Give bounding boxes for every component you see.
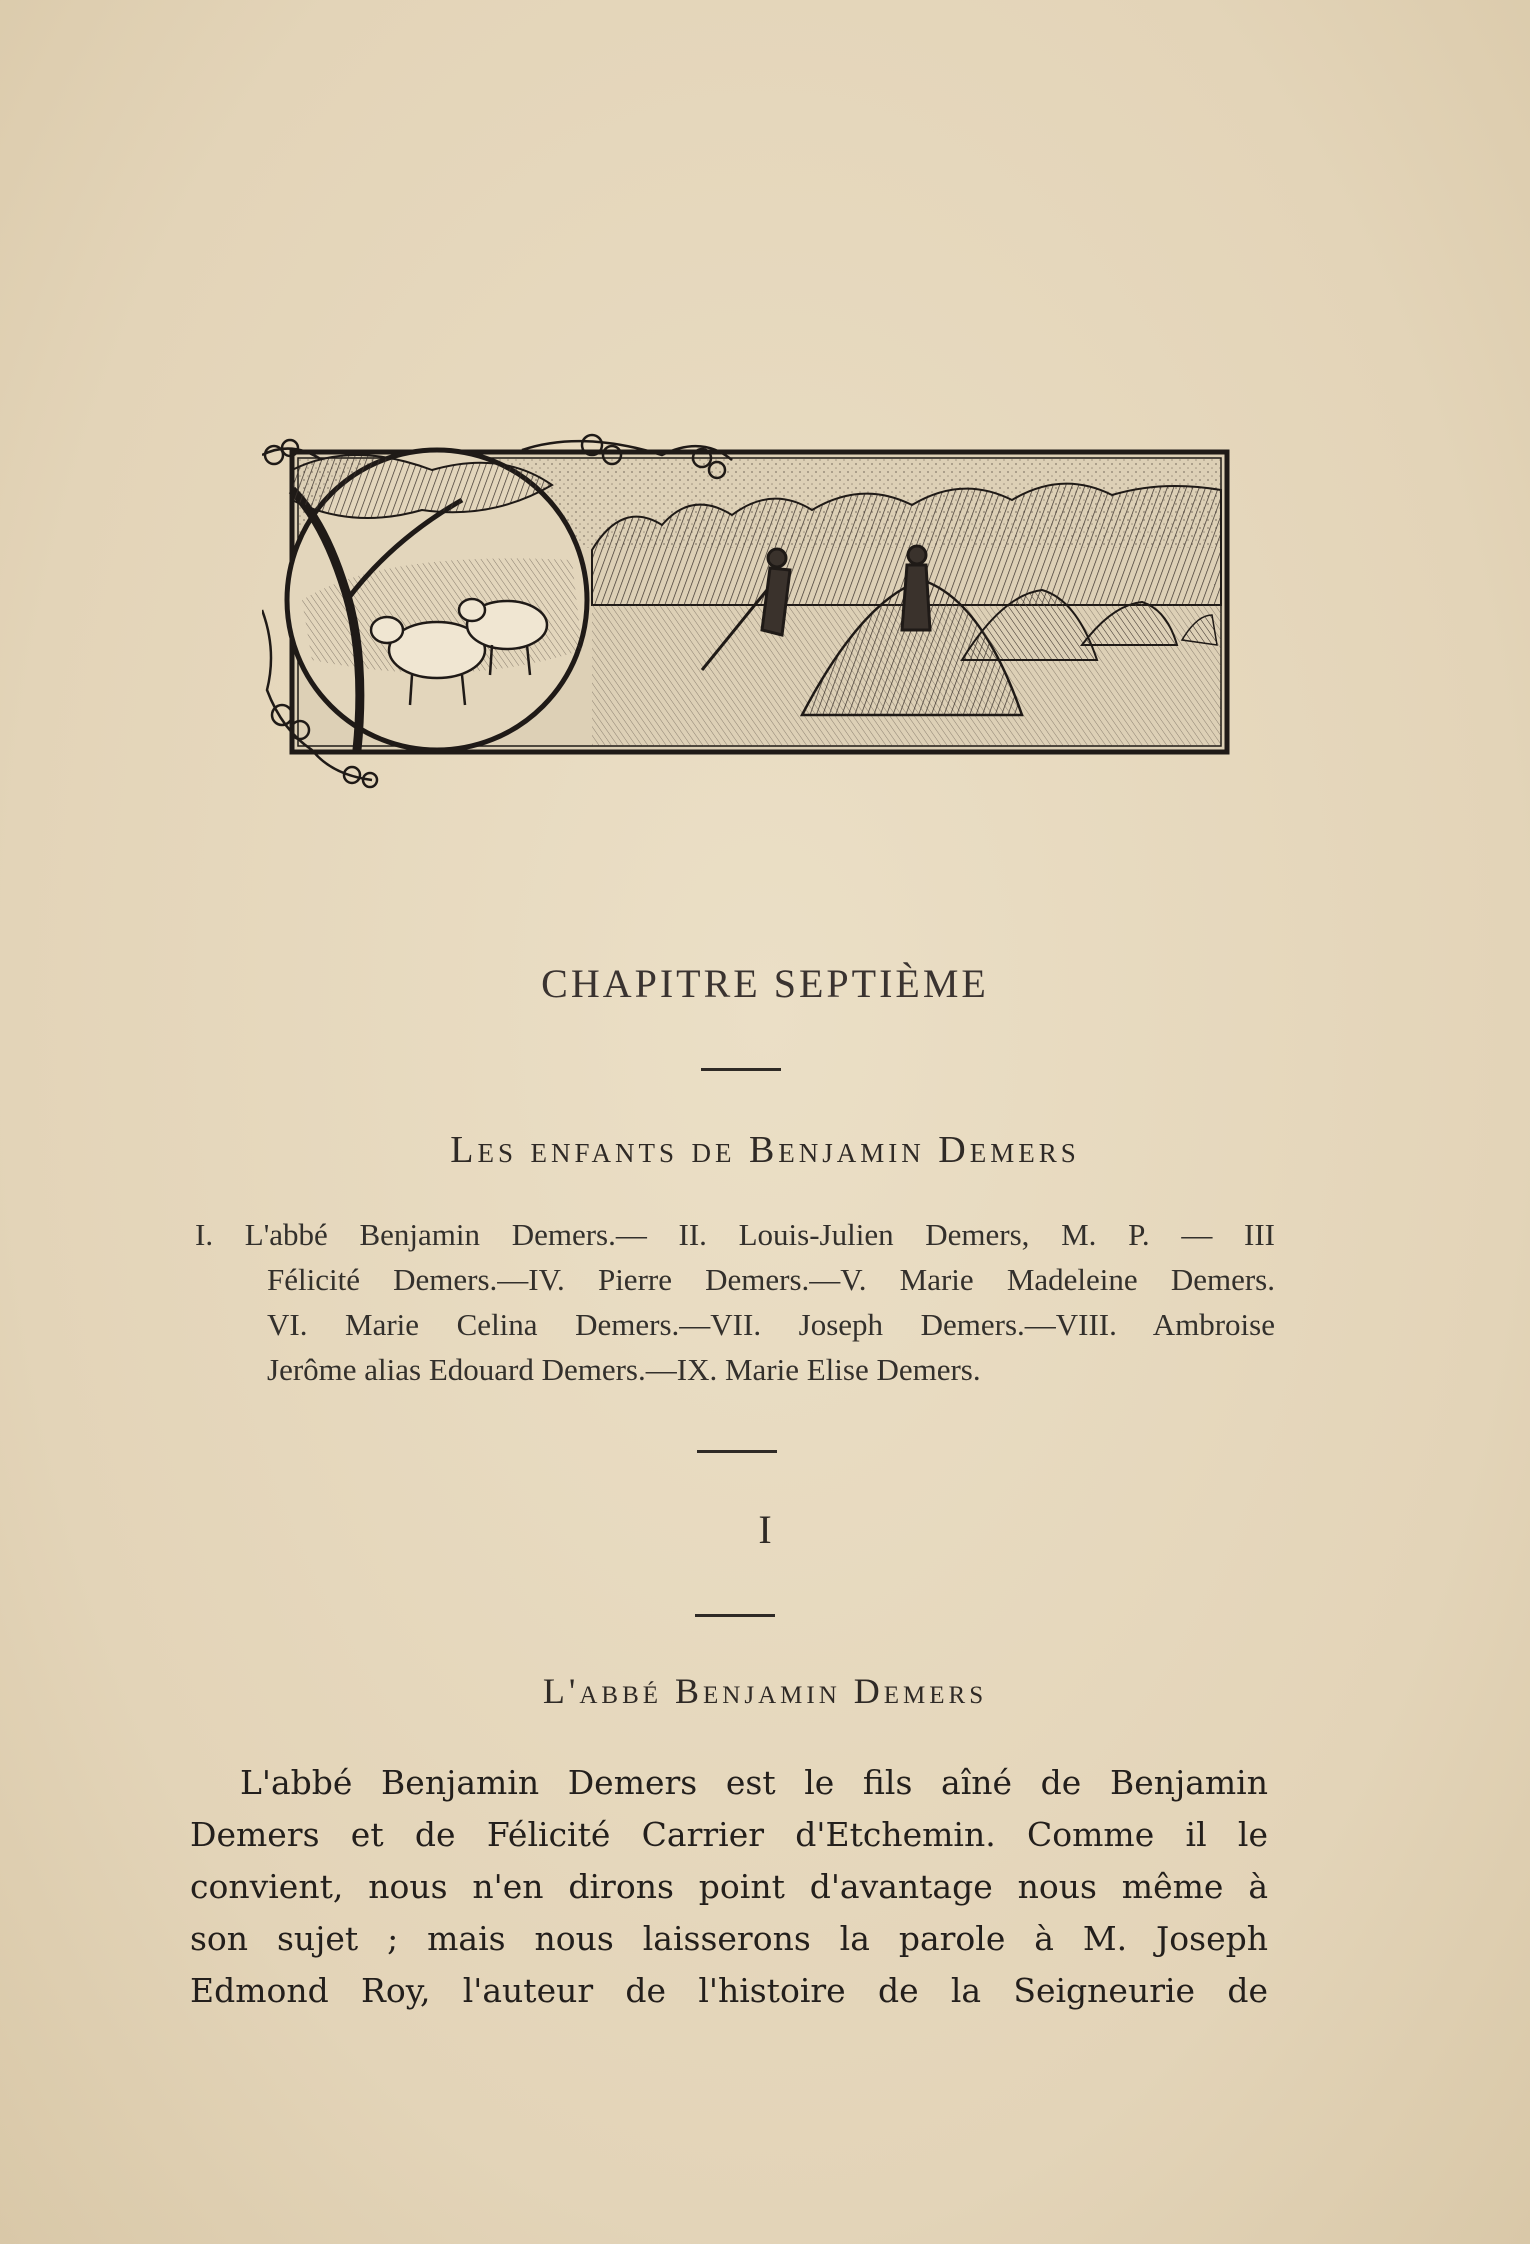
summary-line: VI. Marie Celina Demers.—VII. Joseph Demers.—VIII. Ambroise bbox=[267, 1307, 1275, 1342]
body-line: Edmond Roy, l'auteur de l'histoire de la Seigneurie de bbox=[190, 1971, 1268, 2010]
section-heading: L'abbé Benjamin Demers bbox=[542, 1671, 988, 1711]
section-body bbox=[190, 1757, 1268, 2017]
section-numeral: I bbox=[758, 1507, 772, 1552]
title-divider bbox=[701, 1068, 781, 1071]
chapter-summary bbox=[195, 1212, 1275, 1392]
section-divider bbox=[695, 1614, 775, 1617]
body-line: Demers et de Félicité Carrier d'Etchemin. Comme il le bbox=[190, 1815, 1268, 1854]
chapter-title: CHAPITRE SEPTIÈME bbox=[541, 961, 989, 1006]
body-line: L'abbé Benjamin Demers est le fils aîné de Benjamin bbox=[240, 1763, 1268, 1802]
chapter-subtitle: Les enfants de Benjamin Demers bbox=[450, 1129, 1080, 1171]
harvest-engraving bbox=[262, 430, 1237, 790]
body-line: son sujet ; mais nous laisserons la parole à M. Joseph bbox=[190, 1919, 1268, 1958]
summary-line: Félicité Demers.—IV. Pierre Demers.—V. Marie Madeleine Demers. bbox=[267, 1262, 1275, 1297]
summary-line: Jerôme alias Edouard Demers.—IX. Marie Elise Demers. bbox=[267, 1352, 981, 1387]
summary-line: I. L'abbé Benjamin Demers.— II. Louis-Julien Demers, M. P. — III bbox=[195, 1217, 1275, 1252]
summary-divider bbox=[697, 1450, 777, 1453]
body-line: convient, nous n'en dirons point d'avantage nous même à bbox=[190, 1867, 1268, 1906]
